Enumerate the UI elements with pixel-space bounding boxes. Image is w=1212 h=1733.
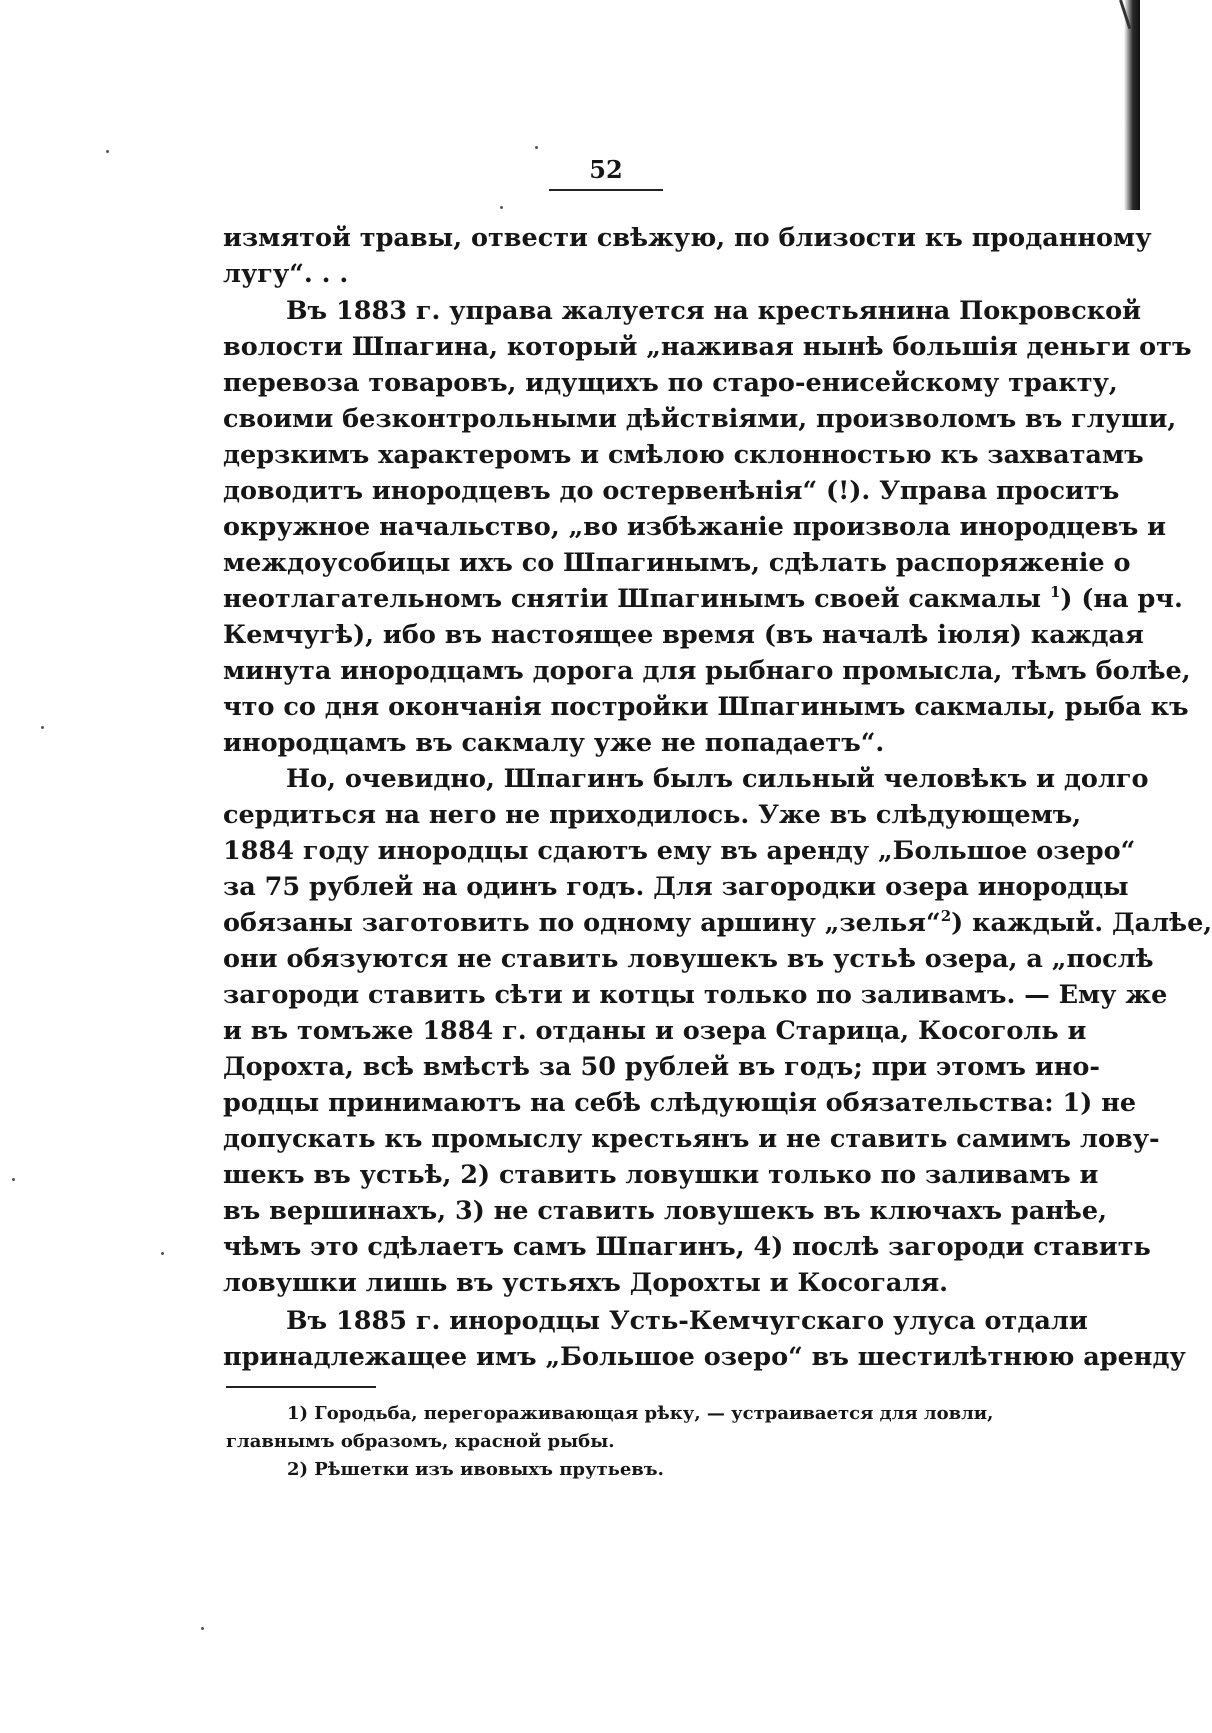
text-line: загороди ставить сѣти и котцы только по заливамъ. — Ему же: [223, 980, 1168, 1010]
text-line: Дорохта, всѣ вмѣстѣ за 50 рублей въ годъ; при этомъ ино-: [223, 1052, 1100, 1082]
footnote-1-continuation: главнымъ образомъ, красной рыбы.: [226, 1431, 615, 1452]
text-segment: ) (на рч.: [1060, 584, 1183, 614]
scan-speck: [201, 1627, 204, 1630]
scan-speck: [41, 726, 44, 729]
text-line: что со дня окончанія постройки Шпагинымъ сакмалы, рыба къ: [223, 692, 1189, 722]
footnote-2: 2) Рѣшетки изъ ивовыхъ прутьевъ.: [287, 1459, 664, 1480]
text-line-with-footnote: [223, 581, 1183, 617]
text-line: они обязуются не ставить ловушекъ въ устьѣ озера, а „послѣ: [223, 944, 1154, 974]
text-line: за 75 рублей на одинъ годъ. Для загородки озера инородцы: [223, 872, 1129, 902]
paragraph-start-line: Въ 1885 г. инородцы Усть-Кемчугскаго улуса отдали: [286, 1306, 1088, 1336]
text-segment: неотлагательномъ снятіи Шпагинымъ своей сакмалы: [223, 584, 1042, 614]
scan-speck: [535, 146, 538, 149]
text-line: Кемчугѣ), ибо въ настоящее время (въ началѣ іюля) каждая: [223, 620, 1144, 650]
footnote-mark: 1: [1049, 583, 1061, 601]
scan-speck: [106, 150, 109, 153]
text-line: и въ томъже 1884 г. отданы и озера Старица, Косоголь и: [223, 1016, 1087, 1046]
footnote-mark: 2: [940, 907, 952, 925]
text-line: дерзкимъ характеромъ и смѣлою склонностью къ захватамъ: [223, 440, 1144, 470]
text-line: окружное начальство, „во избѣжаніе произвола инородцевъ и: [223, 512, 1167, 542]
text-line: 1884 году инородцы сдаютъ ему въ аренду „Большое озеро“: [223, 836, 1136, 866]
text-line: измятой травы, отвести свѣжую, по близости къ проданному: [223, 223, 1152, 253]
text-line: ловушки лишь въ устьяхъ Дорохты и Косогаля.: [223, 1268, 949, 1298]
text-line: доводитъ инородцевъ до остервенѣнія“ (!). Управа проситъ: [223, 476, 1120, 506]
text-line: инородцамъ въ сакмалу уже не попадаетъ“.: [223, 728, 885, 758]
footnote-1: 1) Городьба, перегораживающая рѣку, — устраивается для ловли,: [287, 1403, 994, 1424]
text-line-with-footnote: [223, 905, 1212, 941]
text-line: междоусобицы ихъ со Шпагинымъ, сдѣлать распоряженіе о: [223, 548, 1131, 578]
text-segment: обязаны заготовить по одному аршину „зелья“: [223, 908, 941, 938]
text-line: минута инородцамъ дорога для рыбнаго промысла, тѣмъ болѣе,: [223, 656, 1191, 686]
text-line: перевоза товаровъ, идущихъ по старо-енисейскому тракту,: [223, 368, 1118, 398]
page-number: 52: [549, 155, 663, 191]
text-line: своими безконтрольными дѣйствіями, произволомъ въ глуши,: [223, 404, 1177, 434]
text-line: шекъ въ устьѣ, 2) ставить ловушки только по заливамъ и: [223, 1160, 1099, 1190]
text-line: лугу“. . .: [223, 259, 349, 289]
text-line: въ вершинахъ, 3) не ставить ловушекъ въ ключахъ ранѣе,: [223, 1196, 1107, 1226]
paragraph-start-line: Въ 1883 г. управа жалуется на крестьянина Покровской: [286, 296, 1142, 326]
text-line: сердиться на него не приходилось. Уже въ слѣдующемъ,: [223, 800, 1082, 830]
paragraph-start-line: Но, очевидно, Шпагинъ былъ сильный человѣкъ и долго: [286, 764, 1149, 794]
text-line: волости Шпагина, который „наживая нынѣ большія деньги отъ: [223, 332, 1192, 362]
text-line: чѣмъ это сдѣлаетъ самъ Шпагинъ, 4) послѣ загороди ставить: [223, 1232, 1151, 1262]
text-line: родцы принимаютъ на себѣ слѣдующія обязательства: 1) не: [223, 1088, 1137, 1118]
text-line: принадлежащее имъ „Большое озеро“ въ шестилѣтнюю аренду: [223, 1342, 1186, 1372]
page-edge-shadow: [1124, 0, 1140, 210]
footnote-separator: [226, 1386, 376, 1388]
scan-speck: [161, 1252, 164, 1255]
text-line: допускать къ промыслу крестьянъ и не ставить самимъ лову-: [223, 1124, 1160, 1154]
text-segment: ) каждый. Далѣе,: [951, 908, 1212, 938]
scan-speck: [500, 206, 503, 209]
scan-speck: [12, 1178, 15, 1181]
